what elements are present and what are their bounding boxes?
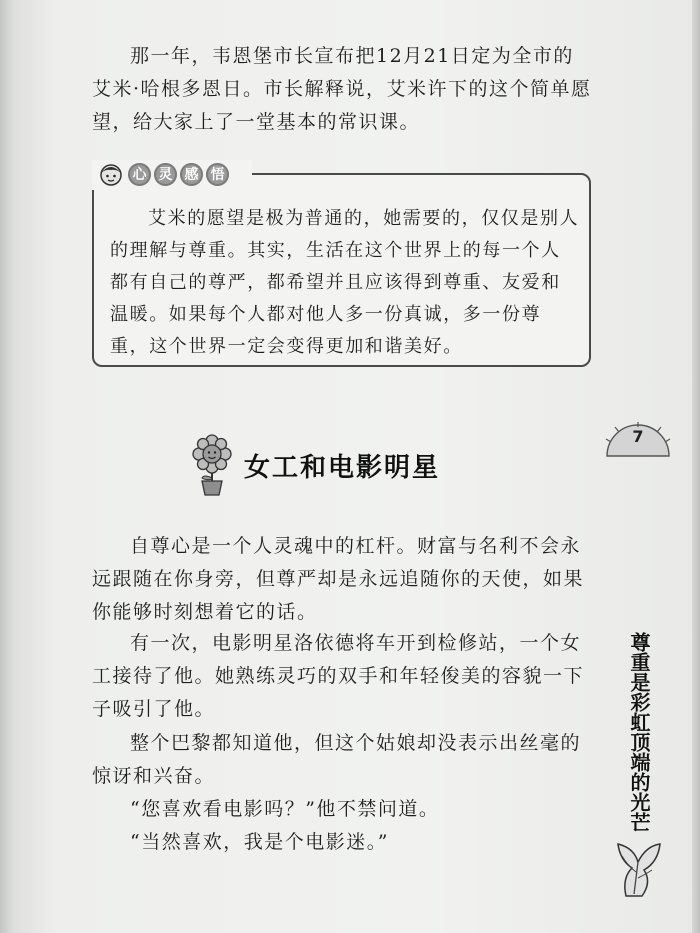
insight-label-char: 感 (180, 163, 203, 186)
insight-label-char: 悟 (206, 163, 229, 186)
child-face-icon (98, 161, 124, 187)
insight-text: 艾米的愿望是极为普通的，她需要的，仅仅是别人的理解与尊重。其实，生活在这个世界上的每一个人都有自己的尊严，都希望并且应该得到尊重、友爱和温暖。如果每个人都对他人多一份真诚，多一份尊重，这个世界一定会变得更加和谐美好。 (110, 208, 580, 357)
chapter-side-title: 尊重是彩虹顶端的光芒 (627, 632, 651, 832)
section-title: 女工和电影明星 (244, 452, 441, 483)
leaf-sprout-icon (612, 838, 664, 898)
flower-pot-icon (190, 434, 234, 496)
dialogue-line: “您喜欢看电影吗？”他不禁问道。 (130, 798, 440, 820)
page-number: 7 (632, 427, 644, 446)
section-heading (190, 430, 440, 500)
dialogue-line: “当然喜欢，我是个电影迷。” (130, 831, 389, 853)
insight-label-char: 心 (128, 163, 151, 186)
body-paragraph: 自尊心是一个人灵魂中的杠杆。财富与名利不会永远跟随在你身旁，但尊严却是永远追随你的天使，如果你能够时刻想着它的话。 (92, 535, 585, 623)
insight-label-char: 灵 (154, 163, 177, 186)
insight-box-header (98, 160, 232, 188)
page-right-edge (692, 0, 700, 933)
page-binding-edge (0, 0, 14, 933)
intro-paragraph: 那一年，韦恩堡市长宣布把12月21日定为全市的艾米·哈根多恩日。市长解释说，艾米许下的这个简单愿望，给大家上了一堂基本的常识课。 (92, 45, 592, 133)
body-paragraph: 整个巴黎都知道他，但这个姑娘却没表示出丝毫的惊讶和兴奋。 (92, 732, 582, 787)
body-paragraph: 有一次，电影明星洛依德将车开到检修站，一个女工接待了他。她熟练灵巧的双手和年轻俊美的容貌一下子吸引了他。 (92, 632, 585, 720)
